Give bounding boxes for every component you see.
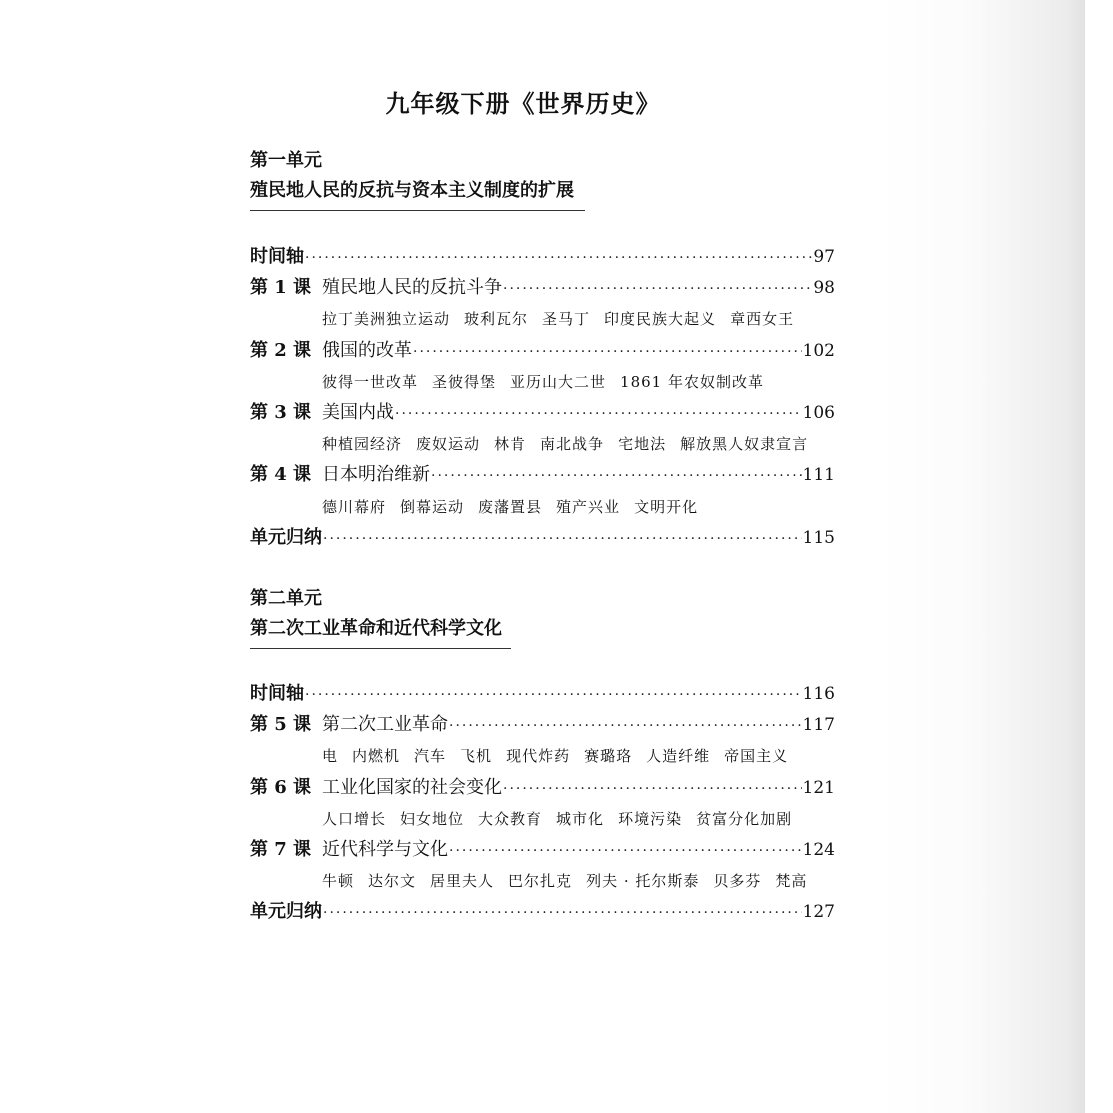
- keyword: 城市化: [556, 809, 605, 828]
- keyword: 帝国主义: [724, 747, 789, 766]
- lesson-keywords: [250, 741, 835, 772]
- page-number: 98: [813, 278, 835, 299]
- keyword: 贝多芬: [713, 872, 762, 891]
- page-number: 117: [802, 715, 835, 736]
- unit-2-heading: [250, 584, 511, 649]
- unit-label: 第二单元: [250, 588, 322, 609]
- page-number: 121: [802, 777, 835, 798]
- keyword: 牛顿: [322, 872, 355, 891]
- keyword: 飞机: [460, 747, 493, 766]
- toc-row-timeline[interactable]: [250, 242, 835, 273]
- keyword: 居里夫人: [430, 872, 495, 891]
- keyword: 文明开化: [634, 497, 699, 516]
- lesson-keywords: [250, 866, 835, 897]
- keyword: 赛璐珞: [584, 747, 633, 766]
- toc-row-summary[interactable]: [250, 897, 835, 928]
- toc-label: 时间轴: [250, 683, 304, 704]
- dot-leader: [323, 905, 802, 921]
- dot-leader: [395, 406, 802, 422]
- keyword: 南北战争: [540, 435, 605, 454]
- unit-name: 殖民地人民的反抗与资本主义制度的扩展: [250, 180, 574, 201]
- keyword: 大众教育: [478, 809, 543, 828]
- keyword: 印度民族大起义: [604, 310, 717, 329]
- keyword: 人口增长: [322, 809, 387, 828]
- keyword: 达尔文: [368, 872, 417, 891]
- dot-leader: [305, 687, 802, 703]
- lesson-keywords: [250, 367, 835, 398]
- unit-name: 第二次工业革命和近代科学文化: [250, 618, 502, 639]
- keyword: 废奴运动: [416, 435, 481, 454]
- lesson-number: 第 7 课: [250, 838, 312, 860]
- unit-label: 第一单元: [250, 150, 322, 171]
- toc-label: 单元归纳: [250, 901, 322, 923]
- keyword: 德川幕府: [322, 497, 387, 516]
- toc-row-lesson-6[interactable]: [250, 773, 835, 804]
- lesson-number: 第 2 课: [250, 339, 312, 361]
- toc-row-lesson-1[interactable]: [250, 273, 835, 304]
- lesson-number: 第 5 课: [250, 714, 312, 736]
- keyword: 章西女王: [730, 310, 795, 329]
- lesson-keywords: [250, 492, 835, 523]
- keyword: 圣马丁: [542, 310, 591, 329]
- toc-row-lesson-3[interactable]: [250, 398, 835, 429]
- keyword: 环境污染: [618, 809, 683, 828]
- lesson-title: 日本明治维新: [322, 464, 430, 486]
- keyword: 拉丁美洲独立运动: [322, 310, 451, 329]
- page-gutter-shadow: [878, 0, 1113, 1113]
- keyword: 汽车: [414, 747, 447, 766]
- page-number: 111: [802, 465, 835, 486]
- page-number: 127: [802, 902, 835, 923]
- keyword: 林肯: [494, 435, 527, 454]
- keyword: 列夫 · 托尔斯泰: [586, 872, 700, 891]
- keyword: 妇女地位: [400, 809, 465, 828]
- keyword: 贫富分化加剧: [696, 809, 793, 828]
- keyword: 殖产兴业: [556, 497, 621, 516]
- keyword: 1861 年农奴制改革: [620, 372, 764, 391]
- lesson-title: 美国内战: [322, 401, 394, 423]
- keyword: 废藩置县: [478, 497, 543, 516]
- keyword: 倒幕运动: [400, 497, 465, 516]
- lesson-title: 殖民地人民的反抗斗争: [322, 277, 502, 299]
- lesson-number: 第 1 课: [250, 277, 312, 299]
- dot-leader: [503, 281, 812, 297]
- dot-leader: [431, 468, 802, 484]
- keyword: 巴尔扎克: [508, 872, 573, 891]
- dot-leader: [305, 250, 812, 266]
- page-number: 97: [813, 247, 835, 267]
- toc-row-lesson-5[interactable]: [250, 710, 835, 741]
- toc-row-timeline[interactable]: [250, 679, 835, 710]
- keyword: 解放黑人奴隶宣言: [680, 435, 809, 454]
- unit-1-toc: [250, 242, 835, 554]
- page-number: 102: [802, 340, 835, 361]
- keyword: 宅地法: [618, 435, 667, 454]
- page-number: 124: [802, 839, 835, 860]
- toc-label: 时间轴: [250, 246, 304, 267]
- dot-leader: [449, 718, 802, 734]
- keyword: 人造纤维: [646, 747, 711, 766]
- unit-underline: [250, 648, 511, 649]
- keyword: 种植园经济: [322, 435, 403, 454]
- lesson-number: 第 3 课: [250, 401, 312, 423]
- lesson-number: 第 6 课: [250, 776, 312, 798]
- toc-row-lesson-2[interactable]: [250, 336, 835, 367]
- unit-1-heading: [250, 146, 585, 211]
- keyword: 内燃机: [352, 747, 401, 766]
- toc-row-summary[interactable]: [250, 523, 835, 554]
- keyword: 现代炸药: [506, 747, 571, 766]
- dot-leader: [449, 843, 802, 859]
- keyword: 彼得一世改革: [322, 372, 419, 391]
- lesson-title: 工业化国家的社会变化: [322, 776, 502, 798]
- keyword: 亚历山大二世: [510, 372, 607, 391]
- unit-2-toc: [250, 679, 835, 929]
- lesson-keywords: [250, 429, 835, 460]
- dot-leader: [323, 531, 802, 547]
- toc-row-lesson-7[interactable]: [250, 835, 835, 866]
- lesson-title: 近代科学与文化: [322, 838, 448, 860]
- dot-leader: [503, 781, 802, 797]
- page-number: 115: [802, 527, 835, 548]
- keyword: 玻利瓦尔: [464, 310, 529, 329]
- lesson-number: 第 4 课: [250, 464, 312, 486]
- dot-leader: [413, 344, 802, 360]
- page-number: 116: [802, 684, 835, 704]
- keyword: 圣彼得堡: [432, 372, 497, 391]
- lesson-title: 俄国的改革: [322, 339, 412, 361]
- page-number: 106: [802, 402, 835, 423]
- lesson-title: 第二次工业革命: [322, 714, 448, 736]
- keyword: 梵高: [775, 872, 808, 891]
- lesson-keywords: [250, 804, 835, 835]
- toc-label: 单元归纳: [250, 526, 322, 548]
- unit-underline: [250, 210, 585, 211]
- toc-row-lesson-4[interactable]: [250, 460, 835, 491]
- page-title: 九年级下册《世界历史》: [385, 89, 661, 118]
- keyword: 电: [322, 747, 339, 766]
- lesson-keywords: [250, 304, 835, 335]
